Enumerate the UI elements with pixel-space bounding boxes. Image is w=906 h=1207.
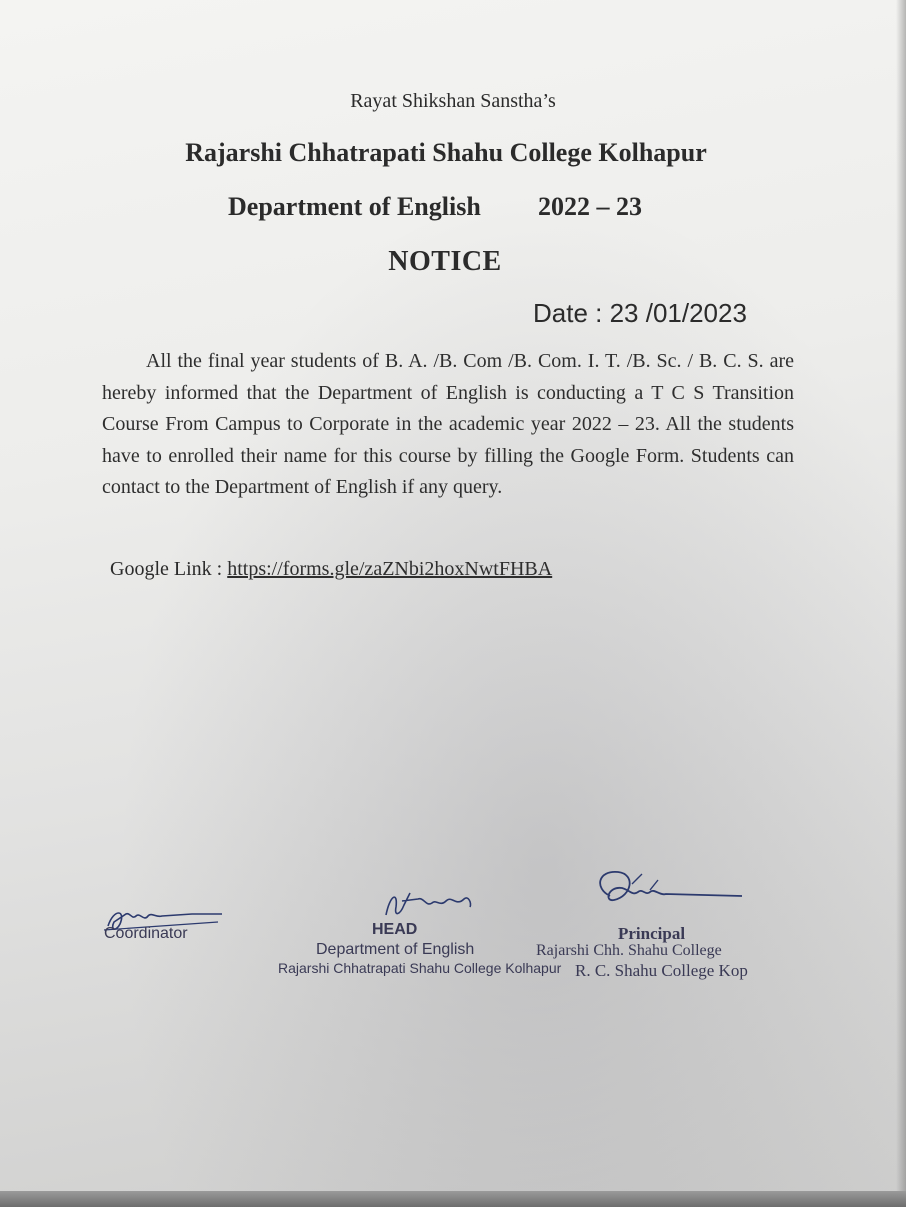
head-signature bbox=[380, 885, 480, 925]
principal-college: Rajarshi Chh. Shahu College bbox=[536, 942, 722, 959]
notice-heading: NOTICE bbox=[388, 246, 502, 277]
academic-year: 2022 – 23 bbox=[538, 192, 642, 221]
paper-bottom-edge bbox=[0, 1191, 906, 1207]
google-link-line bbox=[110, 558, 552, 581]
department-name: Department of English bbox=[228, 192, 481, 221]
head-department: Department of English bbox=[316, 941, 475, 958]
paper-right-shadow bbox=[896, 0, 906, 1207]
head-title: HEAD bbox=[372, 921, 418, 938]
notice-date: Date : 23 /01/2023 bbox=[533, 298, 747, 328]
notice-body: All the final year students of B. A. /B. Com /B. Com. I. T. /B. Sc. / B. C. S. are hereby informed that the Department of English is conducting a T C S Transition Course From Campus to Corporate in the academic year 2022 – 23. All the students have to enrolled their name for this course by filling the Google Form. Students can contact to the Department of English if any query. bbox=[102, 350, 794, 498]
head-college: Rajarshi Chhatrapati Shahu College Kolhapur bbox=[278, 960, 562, 976]
college-name: Rajarshi Chhatrapati Shahu College Kolhapur bbox=[185, 138, 707, 167]
principal-title: Principal bbox=[618, 924, 686, 943]
principal-college-short: R. C. Shahu College Kop bbox=[575, 961, 748, 980]
coordinator-label: Coordinator bbox=[104, 925, 188, 942]
principal-signature bbox=[592, 866, 752, 916]
google-link-label: Google Link : bbox=[110, 558, 228, 580]
sanstha-name: Rayat Shikshan Sanstha’s bbox=[350, 90, 556, 112]
google-form-link[interactable]: https://forms.gle/zaZNbi2hoxNwtFHBA bbox=[227, 558, 553, 580]
